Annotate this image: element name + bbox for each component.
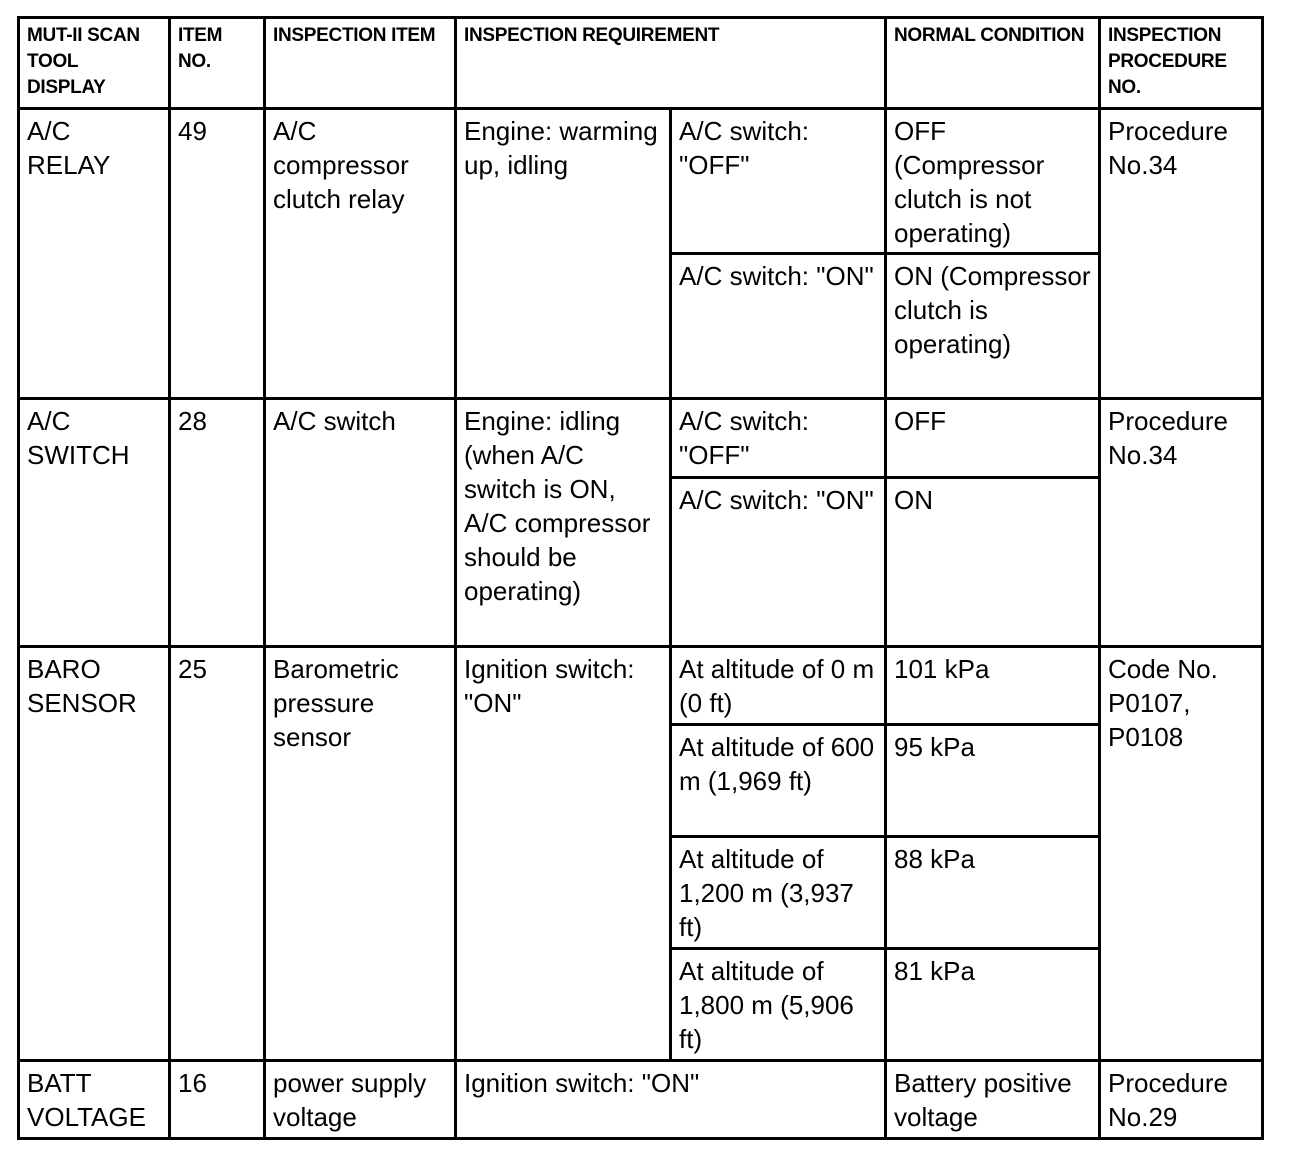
condition-cell: At altitude of 1,800 m (5,906 ft) xyxy=(671,949,886,1061)
procedure-cell: Procedure No.34 xyxy=(1100,399,1263,647)
item-no-cell: 16 xyxy=(170,1061,265,1139)
table-row xyxy=(19,647,1263,725)
item-cell: Barometric pressure sensor xyxy=(265,647,456,1061)
inspection-table xyxy=(17,16,1264,1140)
item-cell: A/C switch xyxy=(265,399,456,647)
condition-cell: A/C switch: "ON" xyxy=(671,254,886,399)
condition-cell: At altitude of 0 m (0 ft) xyxy=(671,647,886,725)
normal-cell: OFF xyxy=(886,399,1100,478)
item-no-cell: 28 xyxy=(170,399,265,647)
condition-cell: A/C switch: "OFF" xyxy=(671,109,886,254)
header-display: MUT-II SCAN TOOL DISPLAY xyxy=(19,18,170,109)
condition-cell: At altitude of 600 m (1,969 ft) xyxy=(671,725,886,837)
procedure-cell: Procedure No.29 xyxy=(1100,1061,1263,1139)
item-cell: A/C compressor clutch relay xyxy=(265,109,456,399)
display-cell: BATT VOLTAGE xyxy=(19,1061,170,1139)
procedure-cell: Procedure No.34 xyxy=(1100,109,1263,399)
normal-cell: ON xyxy=(886,478,1100,647)
normal-cell: Battery positive voltage xyxy=(886,1061,1100,1139)
normal-cell: 81 kPa xyxy=(886,949,1100,1061)
header-normal-condition: NORMAL CONDITION xyxy=(886,18,1100,109)
normal-cell: 101 kPa xyxy=(886,647,1100,725)
item-no-cell: 25 xyxy=(170,647,265,1061)
normal-cell: 88 kPa xyxy=(886,837,1100,949)
normal-cell: ON (Compressor clutch is operating) xyxy=(886,254,1100,399)
normal-cell: 95 kPa xyxy=(886,725,1100,837)
table-row xyxy=(19,399,1263,478)
requirement-cell: Engine: idling (when A/C switch is ON, A/C compressor should be operating) xyxy=(456,399,671,647)
requirement-cell: Ignition switch: "ON" xyxy=(456,1061,886,1139)
display-cell: A/C RELAY xyxy=(19,109,170,399)
procedure-cell: Code No. P0107, P0108 xyxy=(1100,647,1263,1061)
normal-cell: OFF (Compressor clutch is not operating) xyxy=(886,109,1100,254)
item-cell: power supply voltage xyxy=(265,1061,456,1139)
header-item-no: ITEM NO. xyxy=(170,18,265,109)
header-requirement: INSPECTION REQUIREMENT xyxy=(456,18,886,109)
table-row xyxy=(19,109,1263,254)
condition-cell: A/C switch: "ON" xyxy=(671,478,886,647)
display-cell: A/C SWITCH xyxy=(19,399,170,647)
header-row xyxy=(19,18,1263,109)
item-no-cell: 49 xyxy=(170,109,265,399)
requirement-cell: Engine: warming up, idling xyxy=(456,109,671,399)
condition-cell: A/C switch: "OFF" xyxy=(671,399,886,478)
condition-cell: At altitude of 1,200 m (3,937 ft) xyxy=(671,837,886,949)
header-procedure-no: INSPECTION PROCEDURE NO. xyxy=(1100,18,1263,109)
display-cell: BARO SENSOR xyxy=(19,647,170,1061)
header-inspection-item: INSPECTION ITEM xyxy=(265,18,456,109)
requirement-cell: Ignition switch: "ON" xyxy=(456,647,671,1061)
table-row xyxy=(19,1061,1263,1139)
